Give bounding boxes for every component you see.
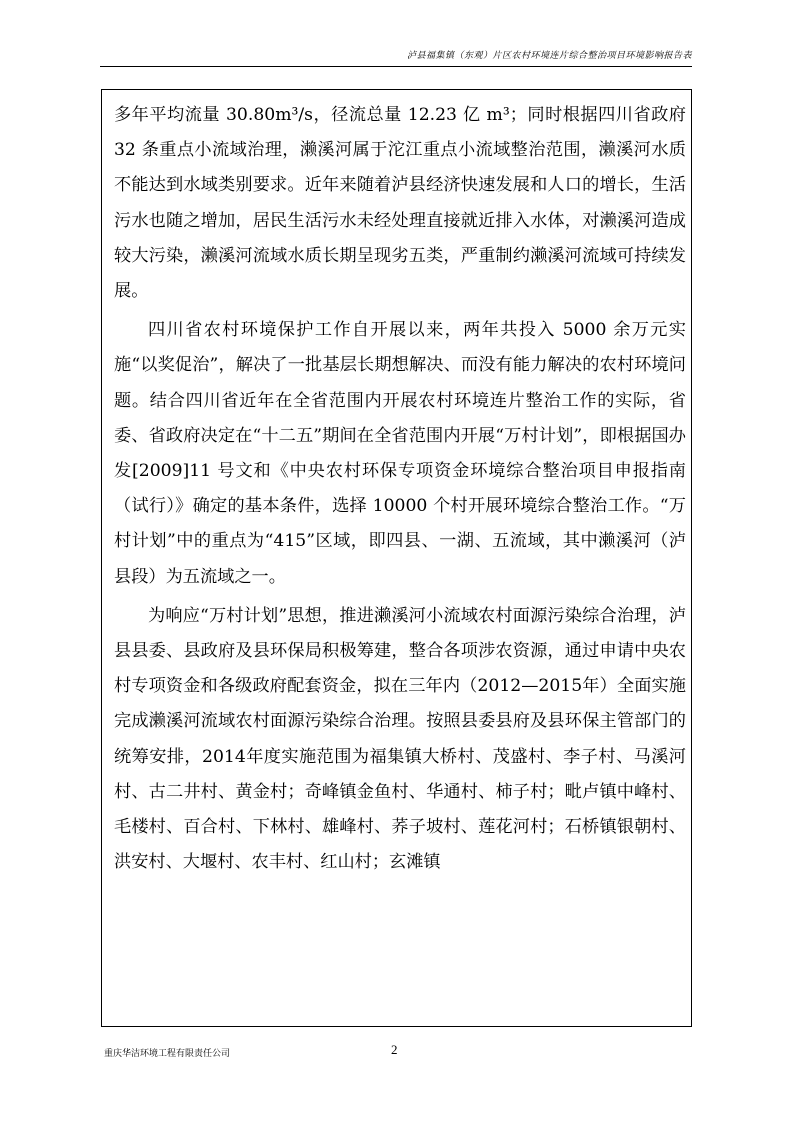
- paragraph: 为响应“万村计划”思想，推进濑溪河小流域农村面源污染综合治理，泸县县委、县政府及县环保局积极筹建，整合各项涉农资源，通过申请中央农村专项资金和各级政府配套资金，拟在三年内（2012—2015年）全面实施完成濑溪河流域农村面源污染综合治理。按照县委县府及县环保主管部门的统筹安排，2014年度实施范围为福集镇大桥村、茂盛村、李子村、马溪河村、古二井村、黄金村；奇峰镇金鱼村、华通村、柿子村；毗卢镇中峰村、毛楼村、百合村、下林村、雄峰村、荞子坡村、莲花河村；石桥镇银朝村、洪安村、大堰村、农丰村、红山村；玄滩镇: [114, 605, 686, 873]
- document-body: [114, 98, 686, 884]
- paragraph: 四川省农村环境保护工作自开展以来，两年共投入 5000 余万元实施“以奖促治”，解决了一批基层长期想解决、而没有能力解决的农村环境问题。结合四川省近年在全省范围内开展农村环境连片整治工作的实际，省委、省政府决定在“十二五”期间在全省范围内开展“万村计划”，即根据国办发[2009]11 号文和《中央农村环保专项资金环境综合整治项目申报指南（试行）》确定的基本条件，选择 10000 个村开展环境综合整治工作。“万村计划”中的重点为“415”区域，即四县、一湖、五流域，其中濑溪河（泸县段）为五流域之一。: [114, 320, 686, 587]
- footer-company: 重庆华洁环境工程有限责任公司: [104, 1049, 231, 1059]
- header-rule: [100, 66, 692, 67]
- running-header: 泸县福集镇（东观）片区农村环境连片综合整治项目环境影响报告表: [406, 51, 692, 61]
- page-number: 2: [391, 1042, 398, 1057]
- paragraph: 多年平均流量 30.80m³/s，径流总量 12.23 亿 m³；同时根据四川省政府 32 条重点小流域治理，濑溪河属于沱江重点小流域整治范围，濑溪河水质不能达到水域类别要求。近年来随着泸县经济快速发展和人口的增长，生活污水也随之增加，居民生活污水未经处理直接就近排入水体，对濑溪河造成较大污染，濑溪河流域水质长期呈现劣五类，严重制约濑溪河流域可持续发展。: [114, 105, 686, 302]
